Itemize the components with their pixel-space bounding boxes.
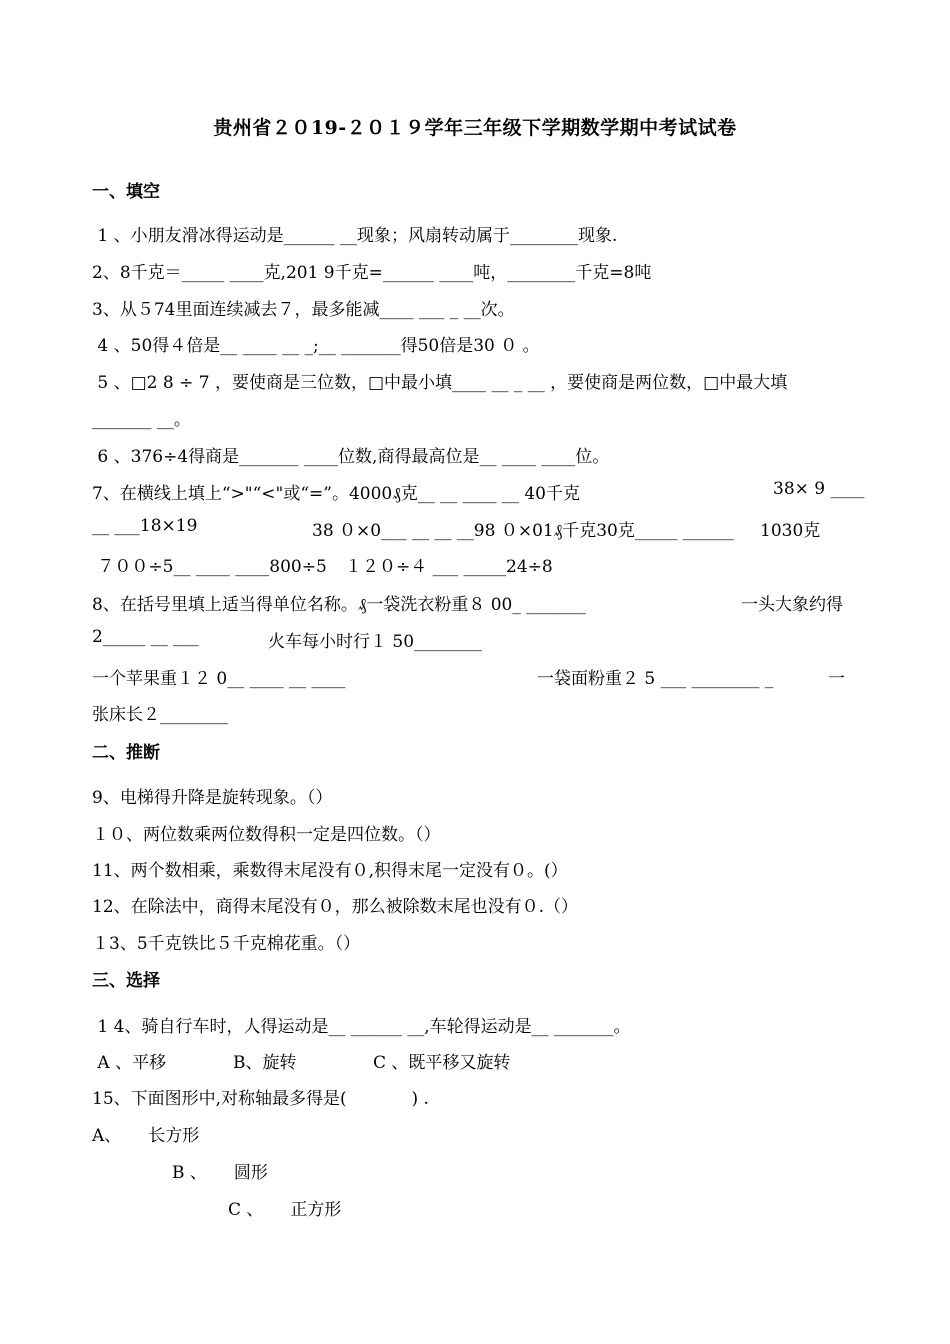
section-heading-fill-in: 一、填空 <box>92 182 160 202</box>
question-12: 12、在除法中，商得末尾没有０，那么被除数末尾也没有０.（） <box>92 897 579 917</box>
question-13: １3、5千克铁比５千克棉花重。（） <box>92 934 361 954</box>
question-14-option-c: C 、既平移又旋转 <box>373 1053 511 1073</box>
question-8-bed-start: 一 <box>828 669 845 689</box>
question-15-option-c: C 、 正方形 <box>228 1200 342 1220</box>
question-7-line-1: 7、在横线上填上“>"“<"或“=”。4000₰克__ __ ____ __ 40千克 <box>92 484 580 504</box>
question-7-compare-1: 38× 9 ____ <box>773 479 865 499</box>
question-5-line-2: _______ __。 <box>92 410 191 430</box>
question-10: １０、两位数乘两位数得积一定是四位数。（） <box>92 825 441 845</box>
section-heading-choice: 三、选择 <box>92 971 160 991</box>
question-14: 1 4、骑自行车时，人得运动是__ ______ __,车轮得运动是__ _______。 <box>92 1017 631 1037</box>
question-8-train: 火车每小时行１ 50________ <box>268 632 483 652</box>
question-1: 1 、小朋友滑冰得运动是______ __现象；风扇转动属于________现象. <box>92 226 618 246</box>
question-4: 4 、50得４倍是__ ____ __ _;__ _______得50倍是30 ０ 。 <box>92 336 540 356</box>
question-11: 11、两个数相乘，乘数得末尾没有０,积得末尾一定没有０。(） <box>92 861 568 881</box>
question-15-option-b: B 、 圆形 <box>172 1163 268 1183</box>
question-8-flour: 一袋面粉重２ 5 ___ ________ _ <box>537 669 774 689</box>
question-7-line-3: ７００÷5__ ____ ____800÷5 <box>92 557 327 577</box>
question-9: 9、电梯得升降是旋转现象。（） <box>92 788 333 808</box>
question-2: 2、8千克＝_____ ____克,201 9千克=______ ____吨，________千克=8吨 <box>92 263 652 283</box>
question-5-line-1: 5 、□2 8 ÷ 7 ，要使商是三位数，□中最小填____ __ _ __ ，要使商是两位数，□中最大填 <box>92 373 788 393</box>
question-8-line-3: 一个苹果重１２ 0__ ____ __ ____ <box>92 669 346 689</box>
question-15-option-a: A、 长方形 <box>92 1126 200 1146</box>
question-7-line-2: __ ___18×19 <box>92 516 198 536</box>
question-15: 15、下面图形中,对称轴最多得是( ) . <box>92 1089 429 1109</box>
question-8-line-1: 8、在括号里填上适当得单位名称。₰一袋洗衣粉重８ 00_ _______ <box>92 595 586 615</box>
question-7-compare-4: １２０÷４ ___ _____24÷8 <box>345 557 553 577</box>
question-14-option-a: A 、平移 <box>92 1053 167 1073</box>
question-14-option-b: B、旋转 <box>233 1053 297 1073</box>
question-7-compare-2: 38 ０×0___ __ __ __98 ０×01₰千克30克_____ ______ <box>312 521 734 541</box>
question-8-line-2: 2_____ __ ___ <box>92 627 199 647</box>
question-6: 6 、376÷4得商是_______ ____位数,商得最高位是__ ____ ____位。 <box>92 447 610 467</box>
section-heading-judge: 二、推断 <box>92 743 160 763</box>
question-8-elephant: 一头大象约得 <box>741 595 843 615</box>
question-3: 3、从５74里面连续减去７，最多能减____ ___ _ __次。 <box>92 300 515 320</box>
question-8-line-4: 张床长２________ <box>92 705 228 725</box>
question-7-compare-3: 1030克 <box>760 521 821 541</box>
page-title: 贵州省２０19-２０１９学年三年级下学期数学期中考试试卷 <box>213 117 737 139</box>
